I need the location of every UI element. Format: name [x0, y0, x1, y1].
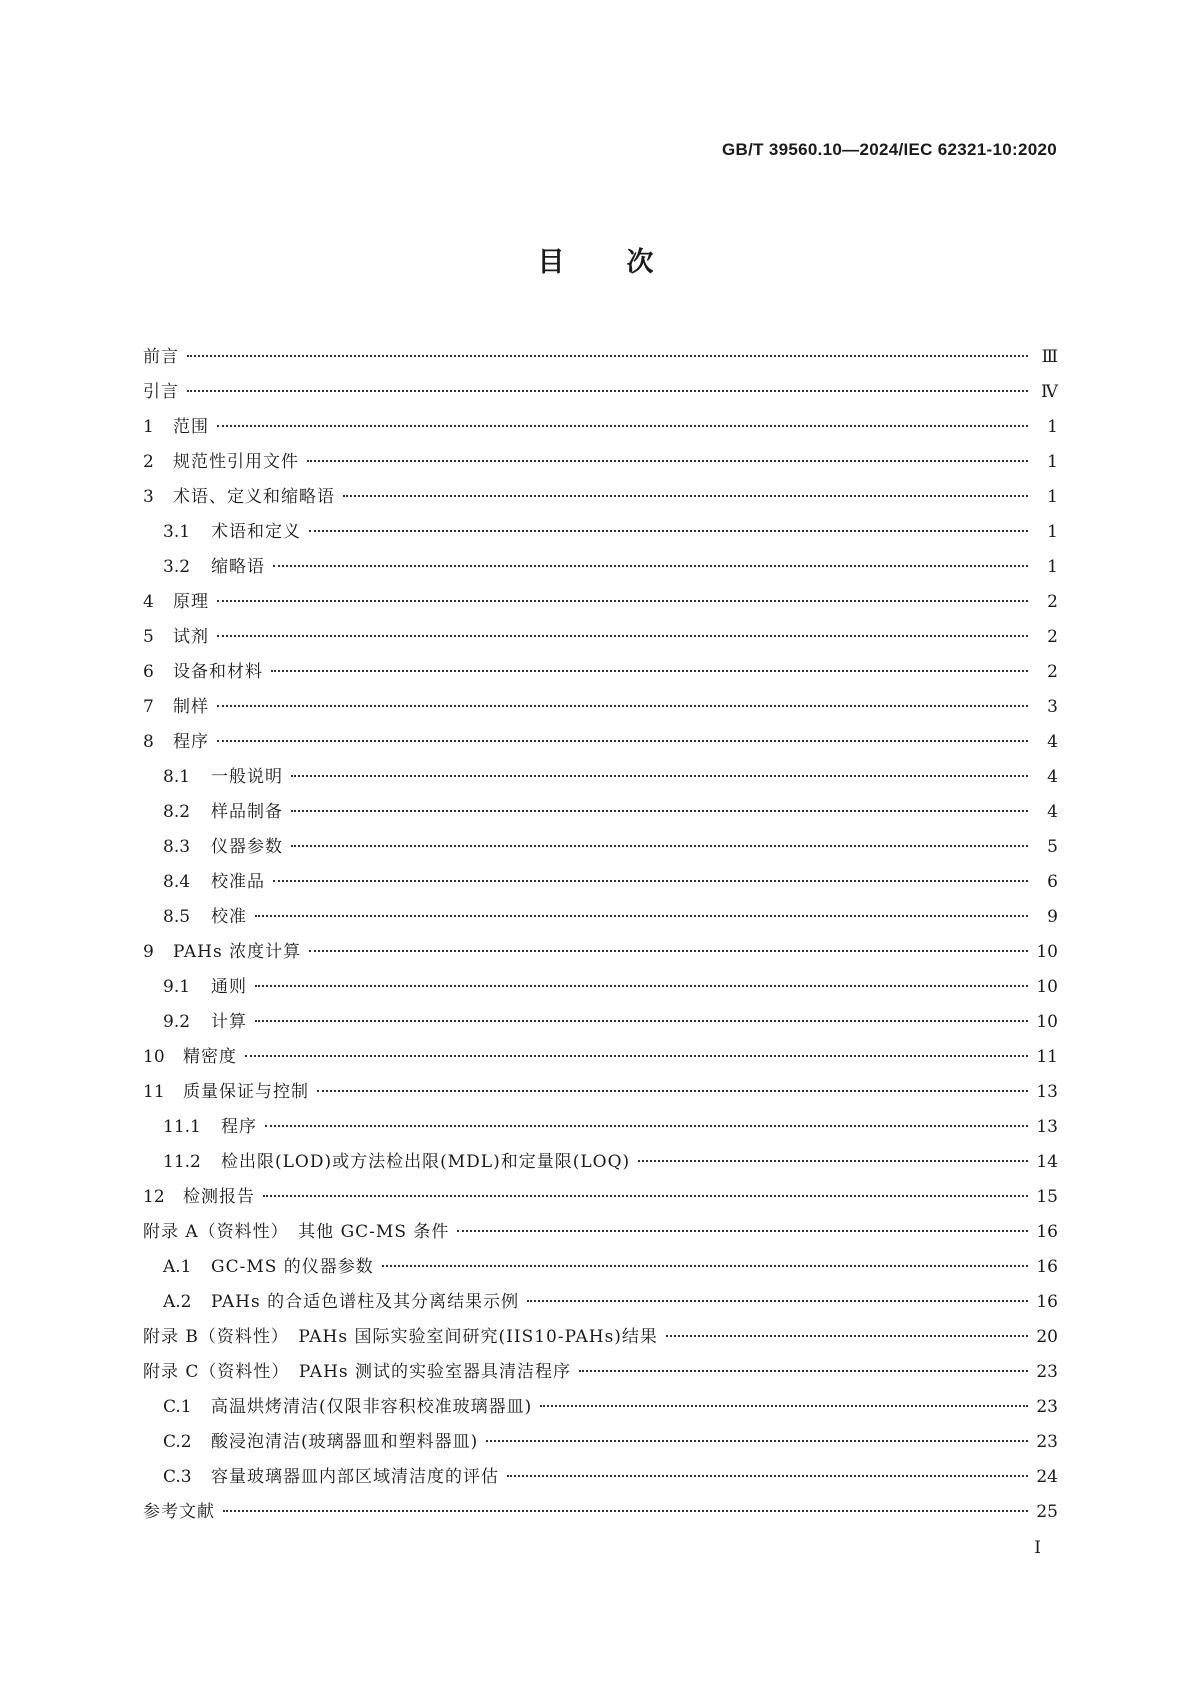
table-of-contents — [143, 340, 1058, 1530]
toc-entry-label: 前言 — [143, 347, 179, 367]
dot-leader — [187, 389, 1028, 392]
dot-leader — [291, 774, 1028, 777]
dot-leader — [291, 809, 1028, 812]
dot-leader — [273, 564, 1028, 567]
dot-leader — [273, 879, 1028, 882]
dot-leader — [255, 914, 1028, 917]
toc-entry-label: 规范性引用文件 — [173, 452, 299, 472]
dot-leader — [317, 1089, 1028, 1092]
toc-entry[interactable] — [143, 1180, 1058, 1215]
toc-entry[interactable] — [143, 375, 1058, 410]
toc-entry-label: 范围 — [173, 417, 209, 437]
toc-entry[interactable] — [143, 1005, 1058, 1040]
toc-entry-label: 计算 — [211, 1012, 247, 1032]
toc-entry[interactable] — [143, 1390, 1058, 1425]
toc-entry-number: 10 — [143, 1047, 165, 1067]
dot-leader — [271, 669, 1028, 672]
toc-entry-number: 4 — [143, 592, 154, 612]
dot-leader — [638, 1159, 1028, 1162]
toc-entry-number: 2 — [143, 452, 154, 472]
toc-entry-label: 引言 — [143, 382, 179, 402]
toc-entry[interactable] — [143, 1460, 1058, 1495]
toc-entry-page: 9 — [1047, 907, 1058, 927]
toc-entry-number: 6 — [143, 662, 154, 682]
toc-entry-label: 缩略语 — [211, 557, 265, 577]
page-number: I — [1034, 1538, 1041, 1558]
toc-entry[interactable] — [143, 1250, 1058, 1285]
toc-entry-label: GC-MS 的仪器参数 — [211, 1257, 374, 1277]
dot-leader — [255, 984, 1028, 987]
toc-entry-label: PAHs 浓度计算 — [173, 942, 302, 962]
toc-entry[interactable] — [143, 585, 1058, 620]
toc-entry-page: 10 — [1036, 942, 1058, 962]
toc-entry-page: 23 — [1036, 1362, 1058, 1382]
toc-entry-page: 1 — [1047, 522, 1058, 542]
dot-leader — [265, 1124, 1028, 1127]
toc-title: 目次 — [537, 247, 716, 278]
toc-entry-page: 1 — [1047, 487, 1058, 507]
toc-entry-page: 23 — [1036, 1397, 1058, 1417]
toc-entry-page: 16 — [1036, 1222, 1058, 1242]
toc-entry-label: 试剂 — [173, 627, 209, 647]
dot-leader — [343, 494, 1028, 497]
toc-entry[interactable] — [143, 515, 1058, 550]
toc-entry-label: 术语、定义和缩略语 — [173, 487, 335, 507]
toc-entry-page: 1 — [1047, 452, 1058, 472]
toc-entry-number: 9 — [143, 942, 154, 962]
toc-entry[interactable] — [143, 1145, 1058, 1180]
toc-entry[interactable] — [143, 830, 1058, 865]
toc-entry-label: 附录 C（资料性） PAHs 测试的实验室器具清洁程序 — [143, 1362, 572, 1382]
toc-entry-label: 酸浸泡清洁(玻璃器皿和塑料器皿) — [211, 1432, 479, 1452]
toc-entry-page: 20 — [1036, 1327, 1058, 1347]
toc-entry-page: 6 — [1047, 872, 1058, 892]
dot-leader — [217, 424, 1028, 427]
toc-entry[interactable] — [143, 725, 1058, 760]
toc-entry-page: 2 — [1047, 662, 1058, 682]
toc-entry-page: 4 — [1047, 802, 1058, 822]
toc-entry-number: 11.1 — [163, 1117, 201, 1137]
toc-entry-label: 原理 — [173, 592, 209, 612]
toc-entry-page: 1 — [1047, 557, 1058, 577]
toc-entry-label: 设备和材料 — [173, 662, 263, 682]
dot-leader — [217, 704, 1028, 707]
toc-entry-page: 2 — [1047, 592, 1058, 612]
toc-entry-label: 精密度 — [183, 1047, 237, 1067]
toc-entry-label: 高温烘烤清洁(仅限非容积校准玻璃器皿) — [211, 1397, 533, 1417]
toc-entry-label: 通则 — [211, 977, 247, 997]
toc-entry-label: 质量保证与控制 — [183, 1082, 309, 1102]
toc-entry-number: 8.2 — [163, 802, 191, 822]
dot-leader — [309, 949, 1028, 952]
toc-entry[interactable] — [143, 1215, 1058, 1250]
dot-leader — [579, 1369, 1028, 1372]
toc-entry[interactable] — [143, 1075, 1058, 1110]
dot-leader — [507, 1474, 1028, 1477]
toc-entry-page: 24 — [1036, 1467, 1058, 1487]
toc-entry-number: 8.4 — [163, 872, 191, 892]
toc-entry-label: PAHs 的合适色谱柱及其分离结果示例 — [211, 1292, 520, 1312]
toc-entry[interactable] — [143, 760, 1058, 795]
toc-entry-number: 8.3 — [163, 837, 191, 857]
toc-entry-page: 16 — [1036, 1257, 1058, 1277]
toc-entry[interactable] — [143, 445, 1058, 480]
standard-code: GB/T 39560.10—2024/IEC 62321-10:2020 — [722, 140, 1057, 159]
toc-entry-number: 9.1 — [163, 977, 191, 997]
dot-leader — [666, 1334, 1028, 1337]
toc-entry-page: 13 — [1036, 1082, 1058, 1102]
toc-entry[interactable] — [143, 900, 1058, 935]
toc-entry[interactable] — [143, 690, 1058, 725]
toc-entry-number: A.1 — [163, 1257, 192, 1277]
toc-entry-number: 8.5 — [163, 907, 191, 927]
toc-entry-label: 仪器参数 — [211, 837, 283, 857]
toc-entry-label: 参考文献 — [143, 1502, 215, 1522]
dot-leader — [217, 599, 1028, 602]
dot-leader — [291, 844, 1028, 847]
toc-entry[interactable] — [143, 550, 1058, 585]
toc-entry-page: 13 — [1036, 1117, 1058, 1137]
dot-leader — [527, 1299, 1028, 1302]
toc-entry[interactable] — [143, 1110, 1058, 1145]
toc-entry-page: 14 — [1036, 1152, 1058, 1172]
toc-entry-number: C.3 — [163, 1467, 192, 1487]
toc-entry[interactable] — [143, 1285, 1058, 1320]
toc-entry[interactable] — [143, 1355, 1058, 1390]
toc-entry[interactable] — [143, 340, 1058, 375]
toc-entry-page: 25 — [1036, 1502, 1058, 1522]
toc-entry-page: 23 — [1036, 1432, 1058, 1452]
dot-leader — [217, 739, 1028, 742]
toc-entry-number: 3.2 — [163, 557, 191, 577]
toc-entry-number: A.2 — [163, 1292, 192, 1312]
toc-entry-number: 9.2 — [163, 1012, 191, 1032]
toc-entry-page: 11 — [1036, 1047, 1058, 1067]
toc-entry-number: 3.1 — [163, 522, 191, 542]
toc-entry[interactable] — [143, 480, 1058, 515]
toc-entry[interactable] — [143, 865, 1058, 900]
dot-leader — [486, 1439, 1028, 1442]
toc-entry-number: 11.2 — [163, 1152, 201, 1172]
toc-entry-label: 样品制备 — [211, 802, 283, 822]
toc-entry-label: 附录 B（资料性） PAHs 国际实验室间研究(IIS10-PAHs)结果 — [143, 1327, 658, 1347]
dot-leader — [307, 459, 1028, 462]
toc-entry-page: Ⅲ — [1041, 347, 1058, 367]
toc-entry-page: 5 — [1047, 837, 1058, 857]
toc-entry[interactable] — [143, 970, 1058, 1005]
toc-entry[interactable] — [143, 655, 1058, 690]
toc-entry-label: 校准 — [211, 907, 247, 927]
dot-leader — [223, 1509, 1028, 1512]
toc-entry[interactable] — [143, 1040, 1058, 1075]
toc-entry-number: 1 — [143, 417, 154, 437]
dot-leader — [382, 1264, 1028, 1267]
dot-leader — [255, 1019, 1028, 1022]
toc-entry-number: 11 — [143, 1082, 165, 1102]
dot-leader — [457, 1229, 1028, 1232]
toc-entry-number: 8.1 — [163, 767, 191, 787]
toc-entry-page: 2 — [1047, 627, 1058, 647]
toc-entry-page: 10 — [1036, 1012, 1058, 1032]
toc-entry-label: 术语和定义 — [211, 522, 301, 542]
toc-entry[interactable] — [143, 1495, 1058, 1530]
toc-entry-label: 检出限(LOD)或方法检出限(MDL)和定量限(LOQ) — [221, 1152, 631, 1172]
toc-entry-label: 程序 — [221, 1117, 257, 1137]
toc-entry[interactable] — [143, 795, 1058, 830]
toc-entry[interactable] — [143, 1425, 1058, 1460]
toc-entry-page: 3 — [1047, 697, 1058, 717]
toc-entry-label: 检测报告 — [183, 1187, 255, 1207]
toc-entry[interactable] — [143, 1320, 1058, 1355]
toc-entry-page: 4 — [1047, 732, 1058, 752]
toc-entry-number: 3 — [143, 487, 154, 507]
toc-entry-number: 5 — [143, 627, 154, 647]
toc-entry-number: C.2 — [163, 1432, 192, 1452]
toc-entry-page: Ⅳ — [1041, 382, 1058, 402]
dot-leader — [540, 1404, 1028, 1407]
toc-entry[interactable] — [143, 620, 1058, 655]
toc-entry-page: 10 — [1036, 977, 1058, 997]
toc-entry-label: 容量玻璃器皿内部区域清洁度的评估 — [211, 1467, 499, 1487]
toc-entry-page: 4 — [1047, 767, 1058, 787]
toc-entry-page: 15 — [1036, 1187, 1058, 1207]
toc-entry-label: 附录 A（资料性） 其他 GC-MS 条件 — [143, 1222, 450, 1242]
toc-entry-label: 校准品 — [211, 872, 265, 892]
dot-leader — [217, 634, 1028, 637]
dot-leader — [263, 1194, 1028, 1197]
toc-entry-label: 程序 — [173, 732, 209, 752]
toc-entry-page: 1 — [1047, 417, 1058, 437]
toc-entry-number: C.1 — [163, 1397, 192, 1417]
toc-entry-label: 制样 — [173, 697, 209, 717]
toc-entry[interactable] — [143, 935, 1058, 970]
dot-leader — [245, 1054, 1028, 1057]
toc-entry-page: 16 — [1036, 1292, 1058, 1312]
toc-entry-number: 12 — [143, 1187, 165, 1207]
dot-leader — [309, 529, 1028, 532]
dot-leader — [187, 354, 1028, 357]
toc-entry[interactable] — [143, 410, 1058, 445]
toc-entry-number: 7 — [143, 697, 154, 717]
toc-entry-label: 一般说明 — [211, 767, 283, 787]
toc-entry-number: 8 — [143, 732, 154, 752]
